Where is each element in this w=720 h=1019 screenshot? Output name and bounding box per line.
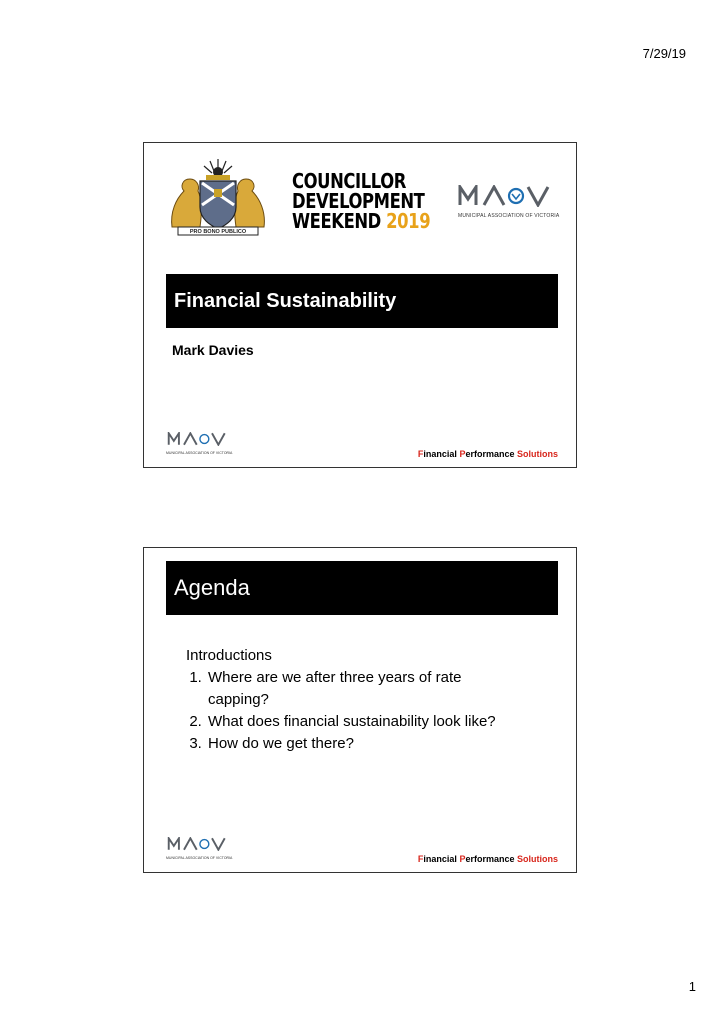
slide-title-bar: Financial Sustainability — [166, 274, 558, 328]
agenda-title-bar: Agenda — [166, 561, 558, 615]
tagline-initial-p: P — [459, 854, 466, 864]
footer-mav-logo — [166, 432, 232, 455]
tagline-word-2: erformance — [465, 854, 515, 864]
mav-letters-icon — [458, 185, 554, 207]
tagline-initial-f: F — [417, 854, 424, 864]
mav-letters-small-icon — [166, 432, 230, 446]
slide-title — [143, 142, 577, 468]
event-title-word: WEEKEND — [292, 209, 381, 233]
footer-tagline — [418, 449, 558, 459]
tagline-word-1: inancial — [423, 854, 457, 864]
tagline-initial-p: P — [459, 449, 466, 459]
agenda-intro: Introductions — [186, 647, 272, 664]
tagline-word-3: Solutions — [517, 449, 558, 459]
event-title — [292, 171, 430, 231]
tagline-word-3: Solutions — [517, 854, 558, 864]
footer-mav-subtitle: MUNICIPAL ASSOCIATION OF VICTORIA — [166, 856, 233, 860]
tagline-word-2: erformance — [465, 449, 515, 459]
page-number: 1 — [688, 979, 696, 994]
event-title-line-2: DEVELOPMENT — [292, 189, 425, 213]
coat-of-arms-logo — [166, 157, 270, 242]
page-date: 7/29/19 — [642, 46, 686, 61]
agenda-item: 1. Where are we after three years of rate capping? — [206, 667, 508, 711]
footer-mav-logo — [166, 837, 232, 860]
footer-tagline — [418, 854, 558, 864]
tagline-initial-f: F — [417, 449, 424, 459]
presenter-name: Mark Davies — [172, 342, 254, 358]
agenda-list — [186, 645, 508, 755]
tagline-word-1: inancial — [423, 449, 457, 459]
event-title-line-3 — [292, 211, 430, 231]
event-title-year: 2019 — [386, 209, 431, 233]
agenda-item: 2. What does financial sustainability look like? — [206, 711, 508, 733]
mav-subtitle: MUNICIPAL ASSOCIATION OF VICTORIA — [458, 213, 560, 219]
mav-logo — [458, 185, 559, 219]
mav-letters-small-icon — [166, 837, 230, 851]
footer-mav-subtitle: MUNICIPAL ASSOCIATION OF VICTORIA — [166, 451, 233, 455]
crest-motto: PRO BONO PUBLICO — [189, 229, 247, 235]
slide-agenda — [143, 547, 577, 873]
agenda-item: 3. How do we get there? — [206, 733, 508, 755]
event-title-line-1: COUNCILLOR — [292, 169, 406, 193]
